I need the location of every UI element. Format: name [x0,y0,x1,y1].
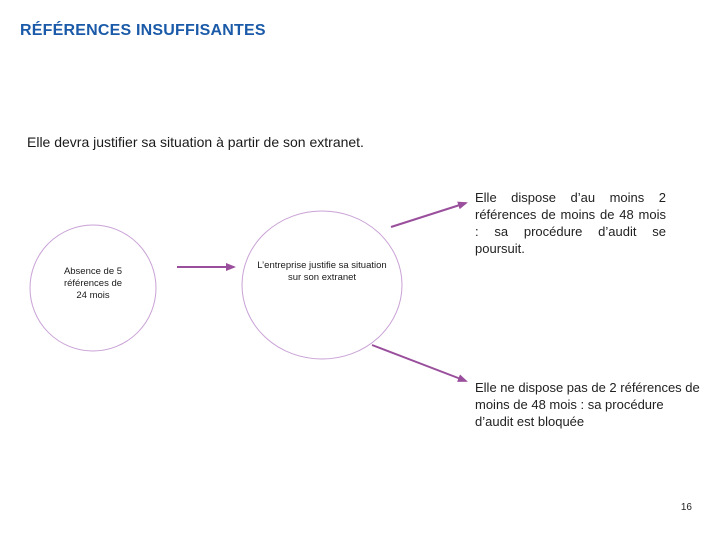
slide-title: RÉFÉRENCES INSUFFISANTES [20,22,266,39]
middle-node-label: L’entreprise justifie sa situation sur son extranet [257,260,387,283]
page-number: 16 [680,502,692,513]
arrow-middle-to-top-outcome [391,203,466,227]
outcome-continue-text: Elle dispose d’au moins 2 références de moins de 48 mois : sa procédure d’audit se poursuit. [475,190,666,256]
arrow-middle-to-bottom-outcome [372,345,466,381]
middle-node-circle [242,211,402,359]
intro-text: Elle devra justifier sa situation à partir de son extranet. [27,134,364,150]
start-node-label: Absence de 5 références de 24 mois [63,266,123,301]
outcome-blocked-text: Elle ne dispose pas de 2 références de moins de 48 mois : sa procédure d’audit est bloquée [475,380,700,429]
